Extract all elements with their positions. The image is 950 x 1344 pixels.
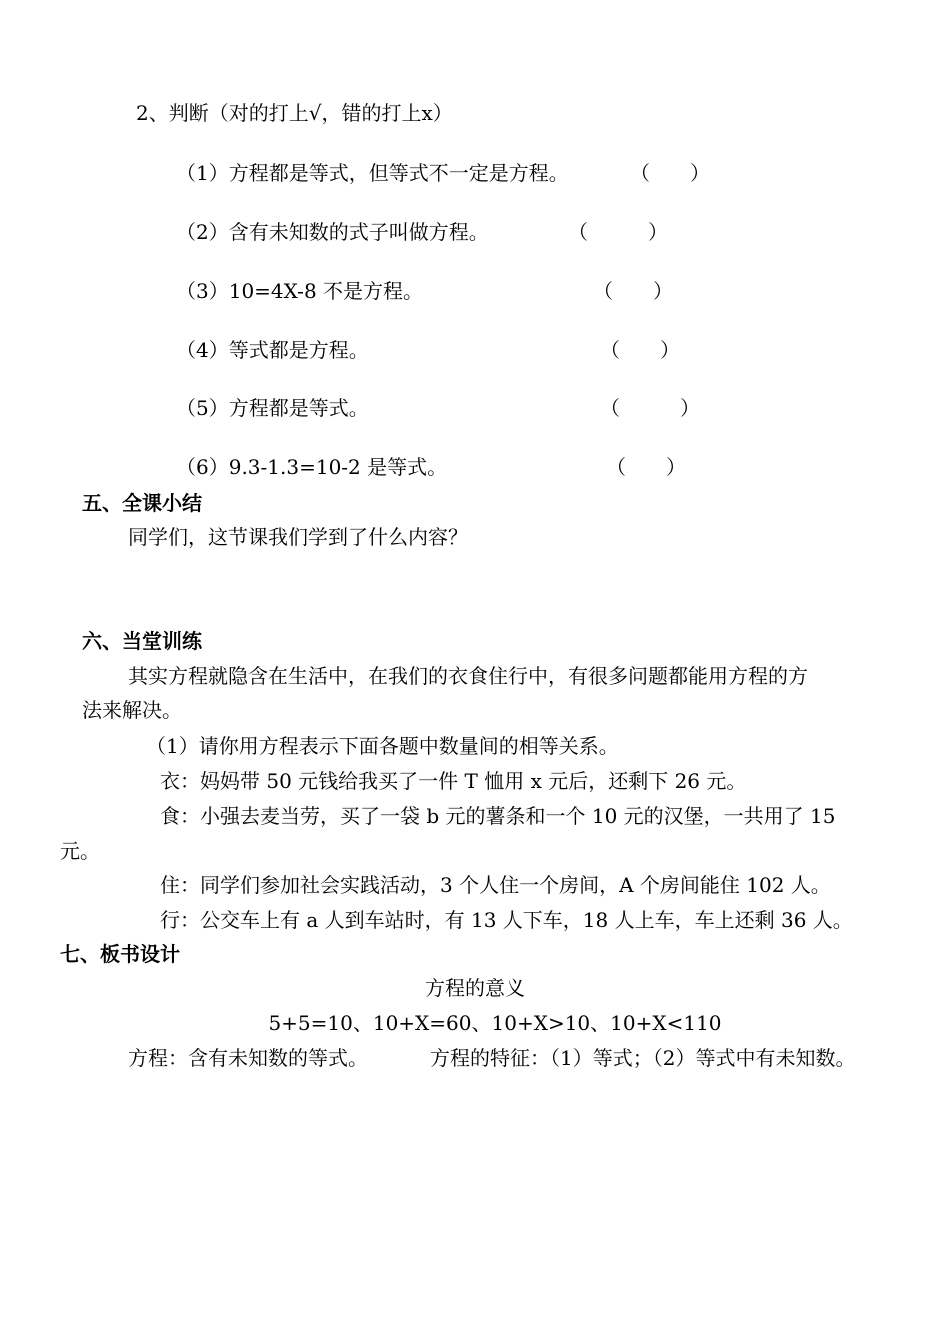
practice-food-line2: 元。 — [60, 839, 100, 863]
practice-intro-line1: 其实方程就隐含在生活中，在我们的衣食住行中，有很多问题都能用方程的方 — [128, 664, 808, 688]
judge-item-1: （1）方程都是等式，但等式不一定是方程。 — [176, 161, 569, 185]
practice-travel: 行：公交车上有 a 人到车站时，有 13 人下车，18 人上车，车上还剩 36 人。 — [160, 908, 853, 932]
summary-text: 同学们，这节课我们学到了什么内容？ — [128, 525, 468, 549]
judge-item-3: （3）10=4X-8 不是方程。 — [176, 279, 424, 303]
judge-item-6: （6）9.3-1.3=10-2 是等式。 — [176, 455, 448, 479]
practice-heading: 六、当堂训练 — [82, 629, 202, 653]
judge-item-1-blank: （ ） — [630, 161, 710, 185]
board-examples: 5+5=10、10+X=60、10+X>10、10+X<110 — [268, 1011, 722, 1035]
board-heading: 七、板书设计 — [60, 942, 180, 966]
judge-item-5: （5）方程都是等式。 — [176, 396, 369, 420]
judge-item-4-blank: （ ） — [600, 338, 680, 362]
practice-food-line1: 食：小强去麦当劳，买了一袋 b 元的薯条和一个 10 元的汉堡，一共用了 15 — [160, 804, 836, 828]
judge-item-2: （2）含有未知数的式子叫做方程。 — [176, 220, 489, 244]
summary-heading: 五、全课小结 — [82, 491, 202, 515]
practice-housing: 住：同学们参加社会实践活动，3 个人住一个房间，A 个房间能住 102 人。 — [160, 873, 831, 897]
board-definition: 方程：含有未知数的等式。 — [128, 1046, 368, 1070]
judge-item-5-blank: （ ） — [600, 396, 700, 420]
board-title: 方程的意义 — [425, 976, 525, 1000]
board-features: 方程的特征：（1）等式；（2）等式中有未知数。 — [430, 1046, 856, 1070]
judge-title: 2、判断（对的打上√，错的打上x） — [136, 101, 453, 125]
judge-item-3-blank: （ ） — [593, 279, 673, 303]
judge-item-2-blank: （ ） — [568, 220, 668, 244]
practice-task: （1）请你用方程表示下面各题中数量间的相等关系。 — [146, 734, 619, 758]
practice-clothing: 衣：妈妈带 50 元钱给我买了一件 T 恤用 x 元后，还剩下 26 元。 — [160, 769, 747, 793]
judge-item-4: （4）等式都是方程。 — [176, 338, 369, 362]
judge-item-6-blank: （ ） — [606, 455, 686, 479]
practice-intro-line2: 法来解决。 — [82, 698, 182, 722]
